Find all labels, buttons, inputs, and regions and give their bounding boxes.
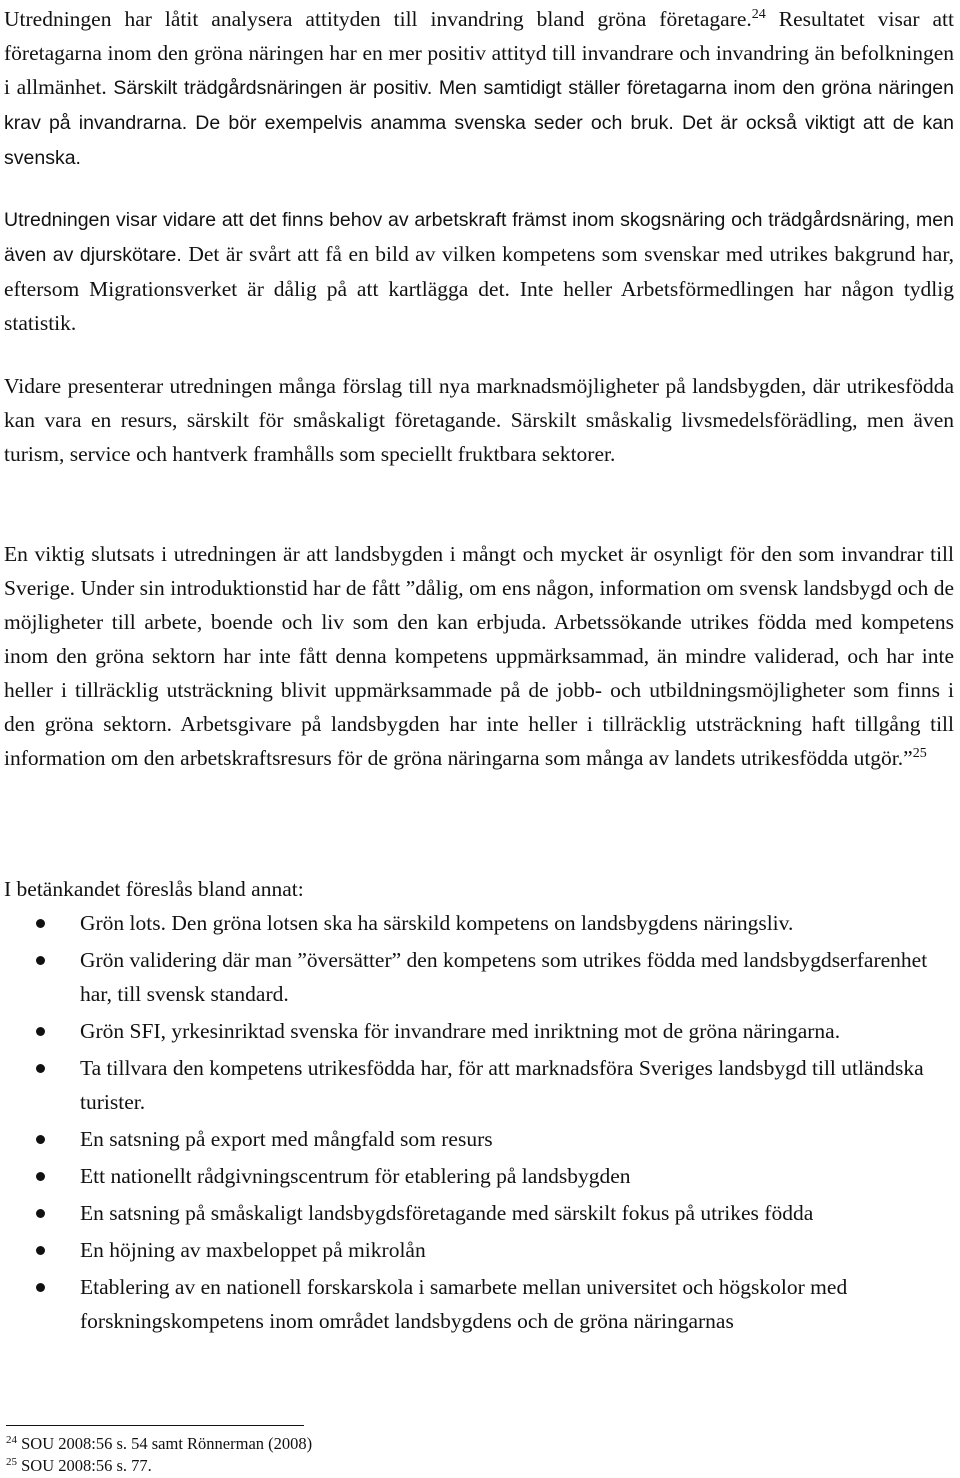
paragraph-1 <box>4 2 954 175</box>
list-item-text: Grön validering där man ”översätter” den kompetens som utrikes födda med landsbygdserfarenhet har, till svensk standard. <box>80 948 928 1006</box>
list-item <box>0 943 950 1011</box>
list-item <box>0 1014 950 1048</box>
paragraph-1-text-b: Resultatet visar att företagarna inom den gröna näringen har en mer positiv attityd till invandrare och invandring än befolkningen i allmänhet. <box>4 7 954 99</box>
paragraph-1-text-a: Utredningen har låtit analysera attityden till invandring bland gröna företagare. <box>4 7 752 31</box>
list-item <box>0 1196 950 1230</box>
bullet-icon <box>36 956 45 965</box>
bullet-icon <box>36 919 45 928</box>
paragraph-2-text-b: Det är svårt att få en bild av vilken kompetens som svenskar med utrikes bakgrund har, eftersom Migrationsverket är dålig på att kartlägga det. Inte heller Arbetsförmedlingen har någon tydlig statistik. <box>4 242 954 335</box>
paragraph-4-text: En viktig slutsats i utredningen är att landsbygden i mångt och mycket är osynligt för den som invandrar till Sverige. Under sin introduktionstid har de fått ”dålig, om ens någon, information om svensk landsbygd och de möjligheter till arbete, boende och liv som den kan erbjuda. Arbetssökande utrikes födda med kompetens inom den gröna sektorn har inte fått denna kompetens uppmärksammad, än mindre validerad, och har inte heller i tillräcklig utsträckning blivit uppmärksammade på de jobb- och utbildningsmöjligheter som finns i den gröna sektorn. Arbetsgivare på landsbygden har inte heller i tillräcklig utsträckning haft tillgång till information om den arbetskraftsresurs för de gröna näringarna som många av landets utrikesfödda utgör.” <box>4 542 954 770</box>
list-item <box>0 1270 950 1338</box>
paragraph-3 <box>4 369 954 471</box>
footnote-24 <box>6 1434 312 1454</box>
list-item-text: Ett nationellt rådgivningscentrum för etablering på landsbygden <box>80 1164 631 1188</box>
list-item-text: Grön lots. Den gröna lotsen ska ha särskild kompetens on landsbygdens näringsliv. <box>80 911 794 935</box>
list-item <box>0 1233 950 1267</box>
bullet-icon <box>36 1209 45 1218</box>
paragraph-3-text: Vidare presenterar utredningen många förslag till nya marknadsmöjligheter på landsbygden, där utrikesfödda kan vara en resurs, särskilt för småskaligt företagande. Särskilt småskalig livsmedelsförädling, men även turism, service och hantverk framhålls som speciellt fruktbara sektorer. <box>4 374 954 466</box>
footnote-number: 25 <box>6 1456 17 1468</box>
bullet-icon <box>36 1027 45 1036</box>
list-item <box>0 1122 950 1156</box>
list-item-text: En satsning på småskaligt landsbygdsföretagande med särskilt fokus på utrikes födda <box>80 1201 814 1225</box>
list-item-text: Ta tillvara den kompetens utrikesfödda har, för att marknadsföra Sveriges landsbygd till utländska turister. <box>80 1056 924 1114</box>
list-item <box>0 906 950 940</box>
proposal-list <box>0 906 960 1338</box>
paragraph-2-text-a: Utredningen visar vidare att det finns behov av arbetskraft främst inom skogsnäring och trädgårdsnäring, men även av djurskötare. <box>4 209 954 266</box>
paragraph-2 <box>4 202 954 340</box>
footnote-ref-24[interactable]: 24 <box>751 7 766 22</box>
list-item <box>0 1159 950 1193</box>
list-item-text: En satsning på export med mångfald som resurs <box>80 1127 493 1151</box>
paragraph-1-text-c: Särskilt trädgårdsnäringen är positiv. Men samtidigt ställer företagarna inom den gröna näringen krav på invandrarna. De bör exempelvis anamma svenska seder och bruk. Det är också viktigt att de kan svenska. <box>4 77 954 169</box>
list-item <box>0 1051 950 1119</box>
footnote-number: 24 <box>6 1434 17 1446</box>
footnote-separator <box>6 1425 304 1426</box>
footnote-text: SOU 2008:56 s. 77. <box>21 1456 152 1475</box>
bullet-icon <box>36 1135 45 1144</box>
footnote-25 <box>6 1456 152 1476</box>
footnote-text: SOU 2008:56 s. 54 samt Rönnerman (2008) <box>21 1434 313 1453</box>
bullet-icon <box>36 1283 45 1292</box>
list-item-text: En höjning av maxbeloppet på mikrolån <box>80 1238 426 1262</box>
list-item-text: Grön SFI, yrkesinriktad svenska för invandrare med inriktning mot de gröna näringarna. <box>80 1019 841 1043</box>
bullet-icon <box>36 1172 45 1181</box>
bullet-icon <box>36 1064 45 1073</box>
footnote-ref-25[interactable]: 25 <box>912 746 927 761</box>
bullet-icon <box>36 1246 45 1255</box>
list-intro: I betänkandet föreslås bland annat: <box>4 877 304 901</box>
list-item-text: Etablering av en nationell forskarskola i samarbete mellan universitet och högskolor med forskningskompetens inom området landsbygdens och de gröna näringarnas <box>80 1275 848 1333</box>
paragraph-4 <box>4 537 954 775</box>
